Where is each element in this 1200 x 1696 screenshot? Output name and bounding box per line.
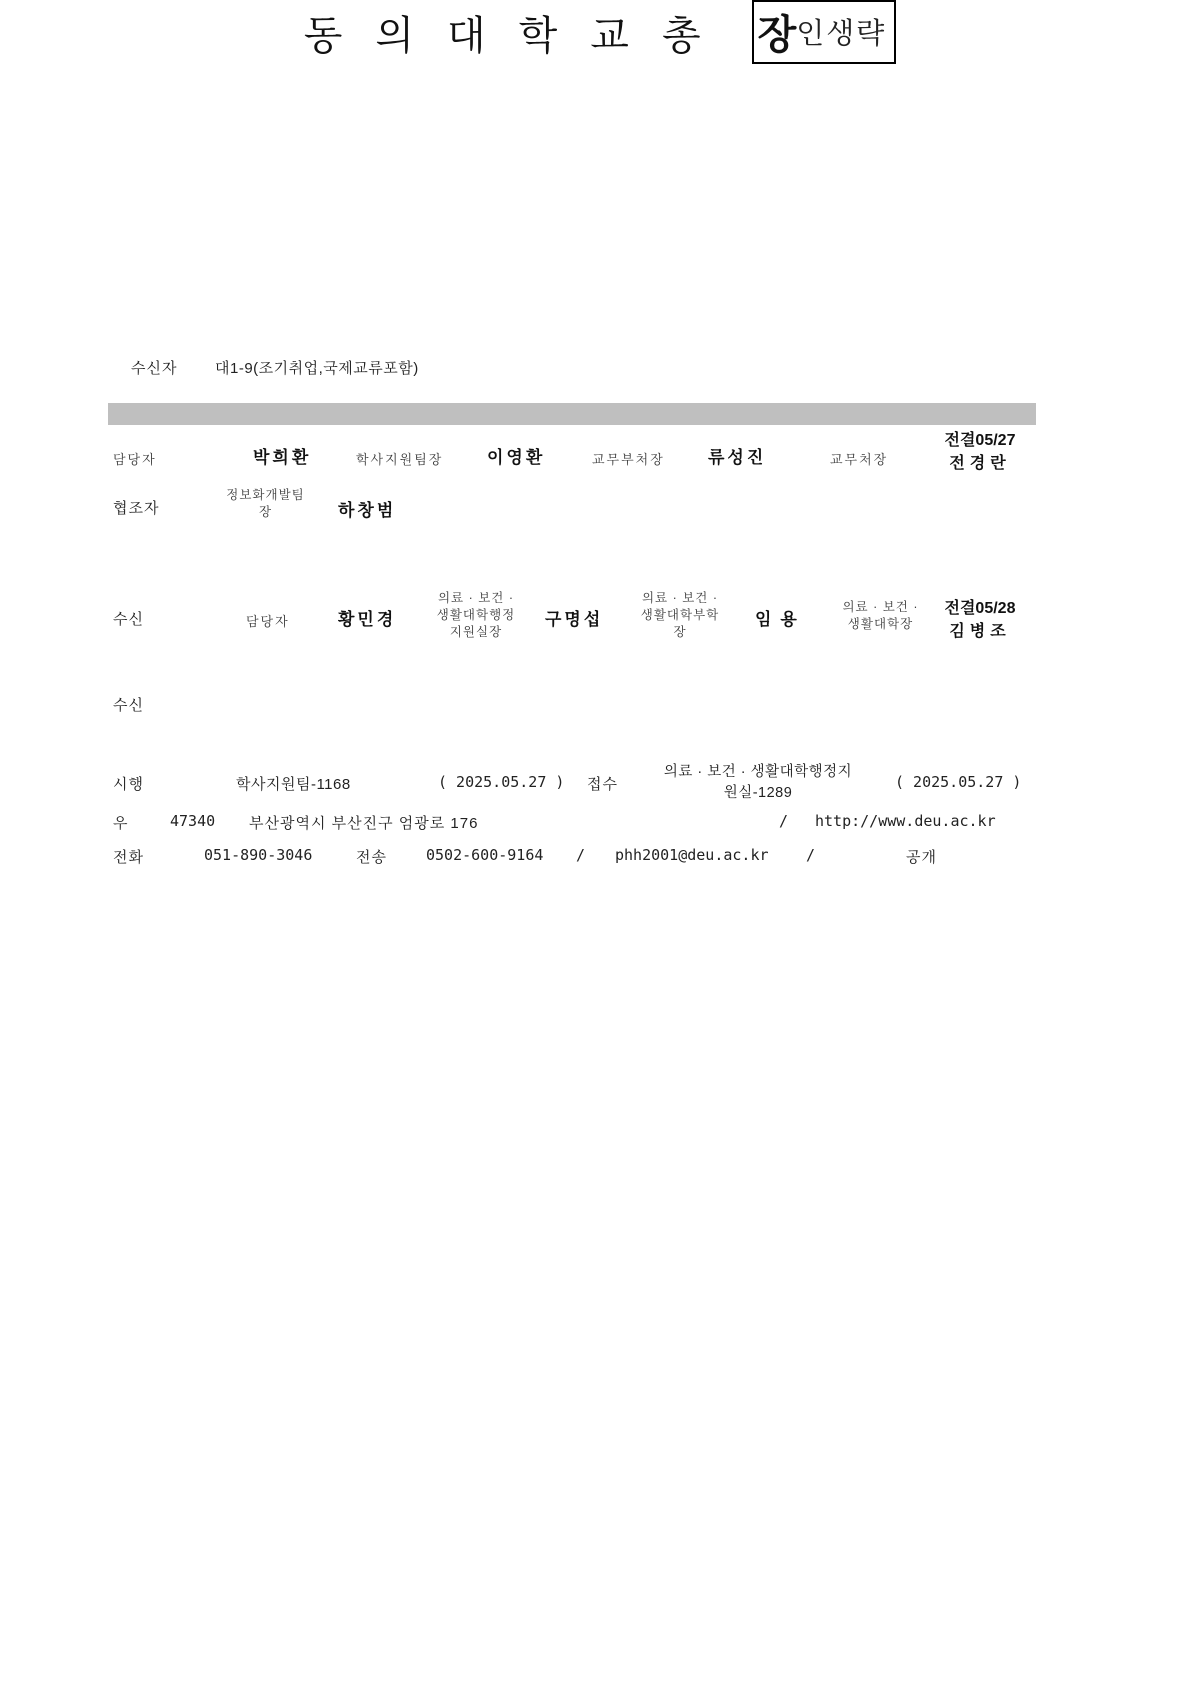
cooperator-row-label: 협조자 xyxy=(113,500,160,517)
role-line: 지원실장 xyxy=(449,625,503,639)
staff-row-label: 담당자 xyxy=(113,452,157,467)
receiver-final-approval xyxy=(922,597,1038,643)
exec-date: ( 2025.05.27 ) xyxy=(438,773,565,791)
receiver-name-1: 황민경 xyxy=(338,610,397,629)
receipt-number-line: 의료 · 보건 · 생활대학행정지 xyxy=(663,764,853,780)
receipt-label: 접수 xyxy=(587,776,618,793)
staff-name-3: 류성진 xyxy=(708,448,767,467)
receiver-name-2: 구명섭 xyxy=(545,610,604,629)
cooperator-role xyxy=(213,487,318,521)
title-char: 의 xyxy=(375,13,415,58)
phone-label: 전화 xyxy=(113,849,144,866)
receiver2-row-label: 수신 xyxy=(113,697,144,714)
role-line: 의료 · 보건 · xyxy=(842,600,919,614)
approver-name: 김병조 xyxy=(949,623,1011,640)
zip-code: 47340 xyxy=(170,812,216,830)
receiver-role-2 xyxy=(620,590,740,641)
title-char: 총 xyxy=(661,13,701,58)
staff-role-2: 교무부처장 xyxy=(592,452,665,467)
address-text: 부산광역시 부산진구 엄광로 176 xyxy=(249,815,479,832)
receipt-doc-number xyxy=(638,762,878,804)
exec-label: 시행 xyxy=(113,776,144,793)
role-line: 생활대학장 xyxy=(847,617,914,631)
recipient-value: 대1-9(조기취업,국제교류포함) xyxy=(215,360,419,377)
receiver-row-label: 수신 xyxy=(113,611,144,628)
zip-label: 우 xyxy=(113,815,129,832)
approval-date: 전결05/28 xyxy=(944,600,1016,617)
phone-number: 051-890-3046 xyxy=(204,846,313,864)
receipt-date: ( 2025.05.27 ) xyxy=(895,773,1022,791)
staff-role-3: 교무처장 xyxy=(830,452,889,467)
approval-date: 전결05/27 xyxy=(944,432,1016,449)
receiver-name-3: 임용 xyxy=(755,610,806,629)
fax-label: 전송 xyxy=(356,849,387,866)
fax-number: 0502-600-9164 xyxy=(426,846,544,864)
separator-bar xyxy=(108,403,1036,425)
receipt-number-line: 원실-1289 xyxy=(723,785,793,801)
address-slash: / xyxy=(779,812,789,830)
staff-name-1: 박희환 xyxy=(253,448,312,467)
receiver-role-1 xyxy=(416,590,536,641)
title-char: 대 xyxy=(447,13,486,58)
disclosure-status: 공개 xyxy=(906,849,937,866)
receiver-sub-label: 담당자 xyxy=(246,614,290,629)
role-line: 생활대학행정 xyxy=(436,608,516,622)
document-title xyxy=(0,0,1200,64)
approver-name: 전경란 xyxy=(949,455,1011,472)
recipient-label: 수신자 xyxy=(131,360,178,377)
seal-omitted-stamp xyxy=(752,0,897,64)
cooperator-role-line: 정보화개발팀 xyxy=(226,488,305,502)
role-line: 의료 · 보건 · xyxy=(437,591,515,605)
contact-slash-2: / xyxy=(806,846,816,864)
title-char: 학 xyxy=(518,13,558,58)
receiver-role-3 xyxy=(828,599,933,633)
homepage-url: http://www.deu.ac.kr xyxy=(815,812,996,830)
title-char: 교 xyxy=(590,13,629,58)
staff-role-1: 학사지원팀장 xyxy=(356,452,444,467)
title-char: 동 xyxy=(303,13,343,58)
cooperator-name: 하창범 xyxy=(338,501,397,520)
role-line: 장 xyxy=(673,625,687,639)
role-line: 의료 · 보건 · xyxy=(641,591,719,605)
cooperator-role-line: 장 xyxy=(258,505,273,519)
staff-name-2: 이영환 xyxy=(487,448,546,467)
stamp-title-char: 장 xyxy=(757,13,797,57)
contact-slash-1: / xyxy=(576,846,586,864)
exec-doc-number: 학사지원팀-1168 xyxy=(236,776,351,793)
email-address: phh2001@deu.ac.kr xyxy=(615,846,769,864)
stamp-text: 인생략 xyxy=(796,18,887,50)
staff-final-approval xyxy=(922,429,1038,475)
role-line: 생활대학부학 xyxy=(640,608,720,622)
